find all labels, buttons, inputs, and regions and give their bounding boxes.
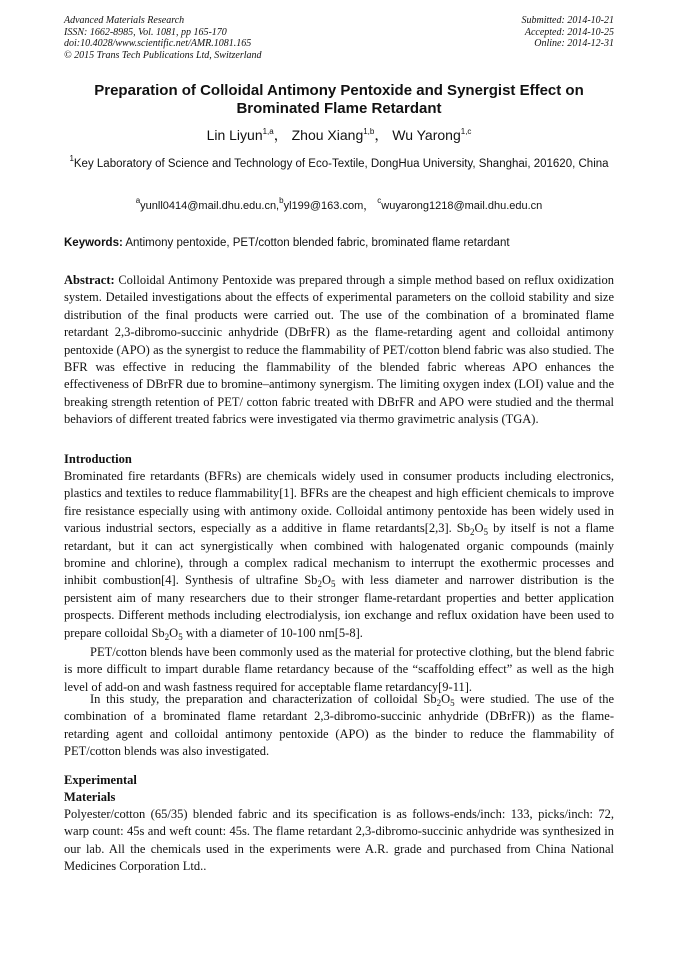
intro-text: with a diameter of 10-100 nm[5-8].: [182, 625, 363, 640]
affiliation-text: Key Laboratory of Science and Technology of Eco-Textile, DongHua University, Shanghai, 201620, China: [73, 158, 609, 170]
intro-text: were studied. The use of the combination of a brominated flame retardant 2,3-dibromo-succinic anhydride (DBrFR)) as the flame-retarding agent and colloidal antimony pentoxide (APO) as the binder to reduce the flammability of PET/cotton blends was also investigated.: [64, 692, 614, 759]
email-link[interactable]: yunll0414@mail.dhu.edu.cn,: [140, 200, 280, 212]
intro-text: with less diameter and narrower distribution is the persistent aim of many researchers due to their stronger flame-retardant properties and better application prospects. Different methods including electrodialysis, ion exchange and reflux oxidation have been used to prepare colloidal Sb: [64, 573, 614, 640]
formula-subscript: 2: [436, 698, 442, 708]
formula-subscript: 2: [317, 579, 322, 590]
intro-text: by itself is not a flame retardant, but it can act synergistically when combined with halogenated organic compounds (mainly bromine and chlorine), through a complex radical mechanism to interrupt the exothermic processes and inhibit combustion[4]. Synthesis of ultrafine Sb: [64, 521, 614, 588]
date-submitted: Submitted: 2014-10-21: [521, 15, 614, 26]
intro-text: In this study, the preparation and characterization of colloidal Sb: [90, 692, 437, 706]
materials-heading: Materials: [64, 790, 116, 804]
email-link[interactable]: wuyarong1218@mail.dhu.edu.cn: [381, 200, 543, 212]
email-superscript: a: [135, 196, 141, 205]
introduction-heading: Introduction: [64, 452, 132, 466]
author-separator: ，: [273, 127, 288, 143]
author-superscript: 1,b: [363, 127, 375, 136]
email-superscript: b: [279, 196, 284, 205]
keywords: [64, 236, 614, 250]
formula-subscript: 2: [164, 631, 170, 642]
abstract: [64, 272, 614, 429]
abstract-text: Colloidal Antimony Pentoxide was prepared through a simple method based on reflux oxidization system. Detailed investigations about the effects of experimental parameters on the colloid stability and size distribution of the final products were carried out. The use of the combination of a brominated flame retardant 2,3-dibromo-succinic anhydride (DBrFR) as the flame-retarding agent and colloidal antimony pentoxide (APO) as the synergist to reduce the flammability of PET/cotton blend fabric was also studied. The BFR was effective in reducing the flammability of the blended fabric whereas APO enhances the effectiveness of DBrFR due to bromine–antimony synergism. The limiting oxygen index (LOI) value and the breaking strength retention of PET/ cotton fabric treated with DBrFR and APO were studied and the thermal behaviors of different treated fabrics were investigated via thermo gravimetric analysis (TGA).: [64, 273, 614, 427]
formula-oxygen: O: [441, 692, 451, 706]
affiliation-superscript: 1: [69, 154, 74, 163]
formula-subscript: 2: [470, 527, 475, 538]
date-accepted: Accepted: 2014-10-25: [524, 26, 614, 38]
experimental-heading: Experimental: [64, 773, 137, 787]
journal-header: [64, 15, 262, 61]
title-line-2: Brominated Flame Retardant: [236, 100, 442, 117]
author-name: Wu Yarong: [392, 127, 461, 143]
formula-oxygen: O: [474, 521, 484, 536]
author-superscript: 1,c: [460, 127, 472, 136]
email-superscript: c: [377, 196, 382, 205]
journal-copyright: © 2015 Trans Tech Publications Ltd, Switzerland: [64, 49, 262, 61]
abstract-label: Abstract:: [64, 273, 115, 287]
journal-name: Advanced Materials Research: [64, 15, 185, 26]
intro-text: Brominated fire retardants (BFRs) are chemicals widely used in consumer products including electronics, plastics and textiles to reduce flammability[1]. BFRs are the cheapest and high efficient chemicals to improve fire resistance especially using with antimony oxide. Colloidal antimony pentoxide has been widely used in various industrial sectors, especially as a additive in flame retardants[2,3]. Sb: [64, 469, 614, 536]
introduction-paragraph-3: [64, 691, 614, 761]
author-separator: ，: [374, 127, 389, 143]
formula-subscript: 5: [483, 527, 489, 538]
journal-doi: doi:10.4028/www.scientific.net/AMR.1081.165: [64, 38, 252, 49]
formula-oxygen: O: [169, 625, 179, 640]
author-superscript: 1,a: [262, 127, 274, 136]
formula-subscript: 5: [178, 631, 183, 642]
paper-title: [64, 82, 614, 118]
affiliation: [64, 152, 614, 176]
author-name: Lin Liyun: [206, 127, 263, 143]
formula-oxygen: O: [321, 573, 331, 588]
materials-paragraph: Polyester/cotton (65/35) blended fabric and its specification is as follows-ends/inch: 133, picks/inch: 72, warp count: 45s and weft count: 45s. The flame retardant 2,3-dibromo-succinic anhydride was synthesized in our lab. All the chemicals used in the experiments were A.R. grade and purchased from China National Medicines Corporation Ltd..: [64, 807, 614, 874]
author-list: [64, 127, 614, 144]
author-name: Zhou Xiang: [291, 127, 364, 143]
keywords-text: Antimony pentoxide, PET/cotton blended fabric, brominated flame retardant: [122, 237, 510, 249]
author-emails: [64, 196, 614, 213]
dates-header: [522, 15, 615, 50]
formula-subscript: 5: [330, 579, 336, 590]
formula-subscript: 5: [450, 698, 455, 708]
introduction-paragraph-1: [64, 468, 614, 642]
email-link[interactable]: yl199@163.com，: [283, 200, 375, 212]
keywords-label: Keywords:: [64, 237, 123, 249]
title-line-1: Preparation of Colloidal Antimony Pentoxide and Synergist Effect on: [94, 82, 584, 99]
date-online: Online: 2014-12-31: [534, 38, 614, 49]
journal-issn: ISSN: 1662-8985, Vol. 1081, pp 165-170: [64, 26, 227, 38]
introduction-paragraph-2: PET/cotton blends have been commonly used as the material for protective clothing, but the blend fabric is more difficult to impart durable flame retardancy because of the “scaffolding effect” as well as the high level of add-on and wash fastness required for acceptable flame retardancy[9-11].: [64, 645, 614, 694]
